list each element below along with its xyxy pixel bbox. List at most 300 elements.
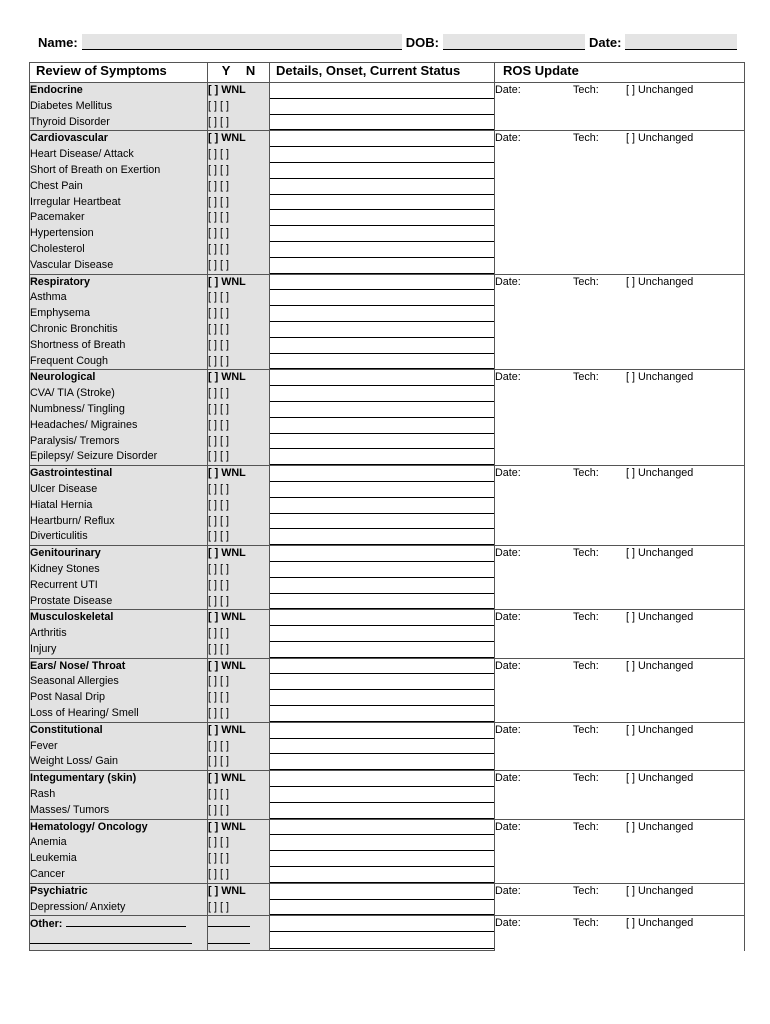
ros-tech-label: Tech: xyxy=(573,467,599,480)
wnl-checkbox[interactable]: [ ] WNL xyxy=(208,819,270,835)
patient-header xyxy=(38,30,742,50)
details-line[interactable] xyxy=(270,690,494,706)
ros-update-line xyxy=(495,659,744,675)
ros-update-line xyxy=(495,370,744,386)
details-cell xyxy=(270,706,495,722)
details-line[interactable] xyxy=(270,83,494,99)
yn-checkboxes[interactable]: [ ] [ ] xyxy=(208,578,270,594)
symptom-label: Recurrent UTI xyxy=(30,578,208,594)
details-line[interactable] xyxy=(270,131,494,147)
details-line[interactable] xyxy=(270,290,494,306)
yn-checkboxes[interactable]: [ ] [ ] xyxy=(208,835,270,851)
yn-checkboxes[interactable]: [ ] [ ] xyxy=(208,115,270,131)
ros-tech-label: Tech: xyxy=(573,547,599,560)
section-psychiatric xyxy=(30,883,745,916)
details-cell xyxy=(270,83,495,99)
symptom-label: Thyroid Disorder xyxy=(30,115,208,131)
details-line[interactable] xyxy=(270,210,494,226)
yn-checkboxes[interactable]: [ ] [ ] xyxy=(208,386,270,402)
symptom-label: Diabetes Mellitus xyxy=(30,99,208,115)
section-header-row xyxy=(30,131,745,147)
details-line[interactable] xyxy=(270,546,494,562)
ros-date-label: Date: xyxy=(495,84,521,96)
ros-update-line xyxy=(495,131,744,147)
yn-checkboxes[interactable]: [ ] [ ] xyxy=(208,354,270,370)
details-line[interactable] xyxy=(270,275,494,291)
details-cell xyxy=(270,803,495,819)
details-line[interactable] xyxy=(270,754,494,770)
yn-checkboxes[interactable]: [ ] [ ] xyxy=(208,529,270,545)
section-title: Gastrointestinal xyxy=(30,466,208,482)
details-cell xyxy=(270,306,495,322)
yn-checkboxes[interactable]: [ ] [ ] xyxy=(208,163,270,179)
yn-checkboxes[interactable]: [ ] [ ] xyxy=(208,900,270,916)
details-line[interactable] xyxy=(270,115,494,131)
details-line[interactable] xyxy=(270,835,494,851)
details-line[interactable] xyxy=(270,258,494,274)
details-line[interactable] xyxy=(270,147,494,163)
wnl-checkbox[interactable]: [ ] WNL xyxy=(208,370,270,386)
details-cell xyxy=(270,722,495,738)
ros-date-label: Date: xyxy=(495,467,521,480)
wnl-checkbox[interactable]: [ ] WNL xyxy=(208,883,270,899)
details-cell xyxy=(270,658,495,674)
details-line[interactable] xyxy=(270,99,494,115)
details-line[interactable] xyxy=(270,179,494,195)
section-title: Genitourinary xyxy=(30,546,208,562)
ros-unchanged-checkbox[interactable]: [ ] Unchanged xyxy=(626,884,694,897)
details-line[interactable] xyxy=(270,867,494,883)
column-header-review-of-symptoms: Review of Symptoms xyxy=(30,63,208,83)
details-line[interactable] xyxy=(270,916,494,932)
ros-tech-label: Tech: xyxy=(573,84,599,96)
yn-checkboxes[interactable]: [ ] [ ] xyxy=(208,626,270,642)
ros-update-cell xyxy=(495,274,745,370)
details-cell xyxy=(270,851,495,867)
ros-update-cell xyxy=(495,370,745,466)
ros-update-line xyxy=(495,820,744,836)
wnl-checkbox[interactable]: [ ] WNL xyxy=(208,546,270,562)
details-cell xyxy=(270,466,495,482)
ros-update-line xyxy=(495,916,744,932)
ros-date-label: Date: xyxy=(495,371,521,384)
details-cell xyxy=(270,626,495,642)
details-cell xyxy=(270,131,495,147)
details-cell xyxy=(270,322,495,338)
details-line[interactable] xyxy=(270,723,494,739)
section-integumentary-skin xyxy=(30,771,745,819)
symptom-label: Vascular Disease xyxy=(30,258,208,274)
details-cell xyxy=(270,498,495,514)
ros-tech-label: Tech: xyxy=(573,275,599,288)
date-label: Date: xyxy=(588,35,622,50)
details-line[interactable] xyxy=(270,578,494,594)
details-cell xyxy=(270,449,495,465)
details-cell xyxy=(270,610,495,626)
details-line[interactable] xyxy=(270,900,494,916)
details-cell xyxy=(270,867,495,883)
section-header-row xyxy=(30,370,745,386)
ros-tech-label: Tech: xyxy=(573,611,599,624)
ros-update-line xyxy=(495,546,744,562)
ros-date-label: Date: xyxy=(495,772,521,785)
details-line[interactable] xyxy=(270,820,494,836)
yn-checkboxes[interactable]: [ ] [ ] xyxy=(208,642,270,658)
yn-checkboxes[interactable]: [ ] [ ] xyxy=(208,322,270,338)
section-hematology-oncology xyxy=(30,819,745,883)
symptom-label: Pacemaker xyxy=(30,210,208,226)
symptom-label: Ulcer Disease xyxy=(30,482,208,498)
details-line[interactable] xyxy=(270,851,494,867)
symptom-label: Loss of Hearing/ Smell xyxy=(30,706,208,722)
symptom-label: Headaches/ Migraines xyxy=(30,418,208,434)
details-line[interactable] xyxy=(270,514,494,530)
name-label: Name: xyxy=(38,35,78,50)
ros-update-cell xyxy=(495,546,745,610)
symptom-label: Seasonal Allergies xyxy=(30,674,208,690)
symptom-label: CVA/ TIA (Stroke) xyxy=(30,386,208,402)
details-line[interactable] xyxy=(270,626,494,642)
section-header-row xyxy=(30,466,745,482)
wnl-checkbox[interactable]: [ ] WNL xyxy=(208,131,270,147)
other-yn-blank[interactable] xyxy=(208,916,250,927)
yn-checkboxes[interactable]: [ ] [ ] xyxy=(208,739,270,755)
details-cell xyxy=(270,754,495,770)
details-line[interactable] xyxy=(270,562,494,578)
details-line[interactable] xyxy=(270,771,494,787)
ros-date-label: Date: xyxy=(495,820,521,833)
details-line[interactable] xyxy=(270,322,494,338)
section-musculoskeletal xyxy=(30,610,745,658)
details-cell xyxy=(270,578,495,594)
yn-checkboxes[interactable]: [ ] [ ] xyxy=(208,754,270,770)
yn-checkboxes[interactable]: [ ] [ ] xyxy=(208,179,270,195)
symptom-label: Injury xyxy=(30,642,208,658)
details-line[interactable] xyxy=(270,338,494,354)
details-line[interactable] xyxy=(270,659,494,675)
wnl-checkbox[interactable]: [ ] WNL xyxy=(208,610,270,626)
ros-update-line xyxy=(495,610,744,626)
details-cell xyxy=(270,115,495,131)
details-cell xyxy=(270,179,495,195)
details-cell xyxy=(270,402,495,418)
yn-checkboxes[interactable]: [ ] [ ] xyxy=(208,147,270,163)
yn-checkboxes[interactable]: [ ] [ ] xyxy=(208,690,270,706)
yn-checkboxes[interactable]: [ ] [ ] xyxy=(208,258,270,274)
details-cell xyxy=(270,210,495,226)
section-header-row xyxy=(30,658,745,674)
section-header-row xyxy=(30,610,745,626)
ros-unchanged-checkbox[interactable]: [ ] Unchanged xyxy=(626,547,694,560)
other-label: Other: xyxy=(30,918,63,931)
details-line[interactable] xyxy=(270,642,494,658)
yn-checkboxes[interactable]: [ ] [ ] xyxy=(208,482,270,498)
ros-tech-label: Tech: xyxy=(573,371,599,384)
ros-date-label: Date: xyxy=(495,132,521,145)
details-line[interactable] xyxy=(270,529,494,545)
details-line[interactable] xyxy=(270,306,494,322)
symptom-label: Kidney Stones xyxy=(30,562,208,578)
symptom-label: Heart Disease/ Attack xyxy=(30,147,208,163)
ros-update-cell xyxy=(495,819,745,883)
details-line[interactable] xyxy=(270,402,494,418)
details-cell xyxy=(270,370,495,386)
details-cell xyxy=(270,900,495,916)
details-cell xyxy=(270,771,495,787)
section-cardiovascular xyxy=(30,131,745,274)
symptom-label: Frequent Cough xyxy=(30,354,208,370)
ros-update-cell xyxy=(495,466,745,546)
details-line[interactable] xyxy=(270,354,494,370)
date-field[interactable] xyxy=(625,34,737,50)
ros-tech-label: Tech: xyxy=(573,820,599,833)
details-line[interactable] xyxy=(270,434,494,450)
details-line[interactable] xyxy=(270,594,494,610)
symptom-label: Leukemia xyxy=(30,851,208,867)
ros-unchanged-checkbox[interactable]: [ ] Unchanged xyxy=(626,772,694,785)
section-title: Respiratory xyxy=(30,274,208,290)
yn-checkboxes[interactable]: [ ] [ ] xyxy=(208,434,270,450)
details-cell xyxy=(270,514,495,530)
ros-update-cell xyxy=(495,883,745,916)
details-cell xyxy=(270,529,495,545)
details-cell xyxy=(270,674,495,690)
other-cell xyxy=(30,916,208,933)
yn-checkboxes[interactable]: [ ] [ ] xyxy=(208,290,270,306)
details-cell xyxy=(270,354,495,370)
details-cell xyxy=(270,147,495,163)
details-line[interactable] xyxy=(270,739,494,755)
ros-unchanged-checkbox[interactable]: [ ] Unchanged xyxy=(626,84,694,96)
details-cell xyxy=(270,258,495,274)
details-cell xyxy=(270,546,495,562)
section-neurological xyxy=(30,370,745,466)
ros-update-cell xyxy=(495,722,745,770)
review-of-symptoms-table xyxy=(29,62,745,951)
symptom-label: Chest Pain xyxy=(30,179,208,195)
ros-date-label: Date: xyxy=(495,275,521,288)
symptom-label: Hiatal Hernia xyxy=(30,498,208,514)
section-title: Endocrine xyxy=(30,83,208,99)
ros-unchanged-checkbox[interactable]: [ ] Unchanged xyxy=(626,723,694,736)
yn-checkboxes[interactable]: [ ] [ ] xyxy=(208,706,270,722)
dob-label: DOB: xyxy=(405,35,439,50)
symptom-label: Cancer xyxy=(30,867,208,883)
ros-update-cell xyxy=(495,83,745,131)
symptom-label: Post Nasal Drip xyxy=(30,690,208,706)
details-cell xyxy=(270,434,495,450)
symptom-label: Shortness of Breath xyxy=(30,338,208,354)
section-header-row xyxy=(30,546,745,562)
yn-checkboxes[interactable]: [ ] [ ] xyxy=(208,242,270,258)
details-line[interactable] xyxy=(270,226,494,242)
yn-checkboxes[interactable]: [ ] [ ] xyxy=(208,449,270,465)
details-line[interactable] xyxy=(270,163,494,179)
details-cell xyxy=(270,562,495,578)
symptom-label: Weight Loss/ Gain xyxy=(30,754,208,770)
ros-date-label: Date: xyxy=(495,884,521,897)
other-yn-cell xyxy=(208,916,270,933)
symptom-label: Rash xyxy=(30,787,208,803)
yn-checkboxes[interactable]: [ ] [ ] xyxy=(208,210,270,226)
section-title: Ears/ Nose/ Throat xyxy=(30,658,208,674)
ros-unchanged-checkbox[interactable]: [ ] Unchanged xyxy=(626,917,694,930)
details-line[interactable] xyxy=(270,242,494,258)
details-cell xyxy=(270,883,495,899)
ros-tech-label: Tech: xyxy=(573,132,599,145)
ros-tech-label: Tech: xyxy=(573,659,599,672)
details-cell xyxy=(270,739,495,755)
symptom-label: Asthma xyxy=(30,290,208,306)
ros-tech-label: Tech: xyxy=(573,884,599,897)
ros-date-label: Date: xyxy=(495,611,521,624)
section-title: Psychiatric xyxy=(30,883,208,899)
yn-checkboxes[interactable]: [ ] [ ] xyxy=(208,306,270,322)
symptom-label: Irregular Heartbeat xyxy=(30,195,208,211)
details-line[interactable] xyxy=(270,884,494,900)
details-cell xyxy=(270,933,495,950)
yn-checkboxes[interactable]: [ ] [ ] xyxy=(208,867,270,883)
yn-checkboxes[interactable]: [ ] [ ] xyxy=(208,787,270,803)
ros-unchanged-checkbox[interactable]: [ ] Unchanged xyxy=(626,467,694,480)
details-line[interactable] xyxy=(270,386,494,402)
symptom-label: Masses/ Tumors xyxy=(30,803,208,819)
details-line[interactable] xyxy=(270,449,494,465)
section-title: Constitutional xyxy=(30,722,208,738)
yn-checkboxes[interactable]: [ ] [ ] xyxy=(208,99,270,115)
details-line[interactable] xyxy=(270,610,494,626)
column-header-details: Details, Onset, Current Status xyxy=(270,63,495,83)
details-cell xyxy=(270,226,495,242)
details-cell xyxy=(270,338,495,354)
yn-checkboxes[interactable]: [ ] [ ] xyxy=(208,594,270,610)
section-constitutional xyxy=(30,722,745,770)
details-line[interactable] xyxy=(270,466,494,482)
details-cell xyxy=(270,594,495,610)
yn-checkboxes[interactable]: [ ] [ ] xyxy=(208,514,270,530)
section-title: Musculoskeletal xyxy=(30,610,208,626)
wnl-checkbox[interactable]: [ ] WNL xyxy=(208,83,270,99)
details-line[interactable] xyxy=(270,498,494,514)
section-ears-nose-throat xyxy=(30,658,745,722)
yn-checkboxes[interactable]: [ ] [ ] xyxy=(208,851,270,867)
column-header-yn: Y N xyxy=(208,63,270,83)
yn-checkboxes[interactable]: [ ] [ ] xyxy=(208,674,270,690)
symptom-label: Numbness/ Tingling xyxy=(30,402,208,418)
section-header-row xyxy=(30,83,745,99)
details-line[interactable] xyxy=(270,195,494,211)
section-title: Neurological xyxy=(30,370,208,386)
section-endocrine xyxy=(30,83,745,131)
section-title: Cardiovascular xyxy=(30,131,208,147)
yn-checkboxes[interactable]: [ ] [ ] xyxy=(208,418,270,434)
yn-checkboxes[interactable]: [ ] [ ] xyxy=(208,498,270,514)
symptom-label: Chronic Bronchitis xyxy=(30,322,208,338)
symptom-label: Depression/ Anxiety xyxy=(30,900,208,916)
ros-update-cell xyxy=(495,916,745,951)
ros-unchanged-checkbox[interactable]: [ ] Unchanged xyxy=(626,659,694,672)
details-cell xyxy=(270,819,495,835)
wnl-checkbox[interactable]: [ ] WNL xyxy=(208,771,270,787)
ros-unchanged-checkbox[interactable]: [ ] Unchanged xyxy=(626,611,694,624)
section-genitourinary xyxy=(30,546,745,610)
symptom-label: Anemia xyxy=(30,835,208,851)
details-cell xyxy=(270,163,495,179)
ros-update-line xyxy=(495,771,744,787)
symptom-label: Fever xyxy=(30,739,208,755)
ros-unchanged-checkbox[interactable]: [ ] Unchanged xyxy=(626,371,694,384)
yn-checkboxes[interactable]: [ ] [ ] xyxy=(208,803,270,819)
other-cell-2 xyxy=(30,933,208,950)
ros-date-label: Date: xyxy=(495,723,521,736)
symptom-label: Prostate Disease xyxy=(30,594,208,610)
details-line[interactable] xyxy=(270,787,494,803)
symptom-label: Hypertension xyxy=(30,226,208,242)
other-blank-field-2[interactable] xyxy=(30,933,192,944)
name-field[interactable] xyxy=(82,34,402,50)
yn-checkboxes[interactable]: [ ] [ ] xyxy=(208,402,270,418)
symptom-label: Heartburn/ Reflux xyxy=(30,514,208,530)
section-header-row xyxy=(30,883,745,899)
wnl-checkbox[interactable]: [ ] WNL xyxy=(208,466,270,482)
details-line[interactable] xyxy=(270,933,494,949)
yn-checkboxes[interactable]: [ ] [ ] xyxy=(208,195,270,211)
details-cell xyxy=(270,274,495,290)
details-cell xyxy=(270,690,495,706)
details-cell xyxy=(270,916,495,933)
ros-unchanged-checkbox[interactable]: [ ] Unchanged xyxy=(626,275,694,288)
symptom-label: Diverticulitis xyxy=(30,529,208,545)
details-cell xyxy=(270,835,495,851)
ros-unchanged-checkbox[interactable]: [ ] Unchanged xyxy=(626,132,694,145)
wnl-checkbox[interactable]: [ ] WNL xyxy=(208,274,270,290)
section-title: Integumentary (skin) xyxy=(30,771,208,787)
dob-field[interactable] xyxy=(443,34,585,50)
wnl-checkbox[interactable]: [ ] WNL xyxy=(208,722,270,738)
symptom-label: Epilepsy/ Seizure Disorder xyxy=(30,449,208,465)
details-line[interactable] xyxy=(270,674,494,690)
details-line[interactable] xyxy=(270,482,494,498)
details-line[interactable] xyxy=(270,370,494,386)
ros-update-cell xyxy=(495,771,745,819)
other-yn-cell-2 xyxy=(208,933,270,950)
other-blank-field[interactable] xyxy=(66,916,186,927)
details-line[interactable] xyxy=(270,706,494,722)
section-title: Hematology/ Oncology xyxy=(30,819,208,835)
section-respiratory xyxy=(30,274,745,370)
yn-checkboxes[interactable]: [ ] [ ] xyxy=(208,562,270,578)
ros-update-line xyxy=(495,884,744,900)
details-cell xyxy=(270,242,495,258)
details-line[interactable] xyxy=(270,418,494,434)
section-gastrointestinal xyxy=(30,466,745,546)
details-cell xyxy=(270,386,495,402)
symptom-label: Emphysema xyxy=(30,306,208,322)
ros-update-line xyxy=(495,275,744,291)
details-cell xyxy=(270,99,495,115)
wnl-checkbox[interactable]: [ ] WNL xyxy=(208,658,270,674)
details-cell xyxy=(270,290,495,306)
other-yn-blank-2[interactable] xyxy=(208,933,250,944)
ros-update-line xyxy=(495,83,744,99)
section-header-row xyxy=(30,274,745,290)
yn-checkboxes[interactable]: [ ] [ ] xyxy=(208,226,270,242)
section-header-row xyxy=(30,819,745,835)
yn-checkboxes[interactable]: [ ] [ ] xyxy=(208,338,270,354)
ros-unchanged-checkbox[interactable]: [ ] Unchanged xyxy=(626,820,694,833)
ros-update-cell xyxy=(495,131,745,274)
details-line[interactable] xyxy=(270,803,494,819)
